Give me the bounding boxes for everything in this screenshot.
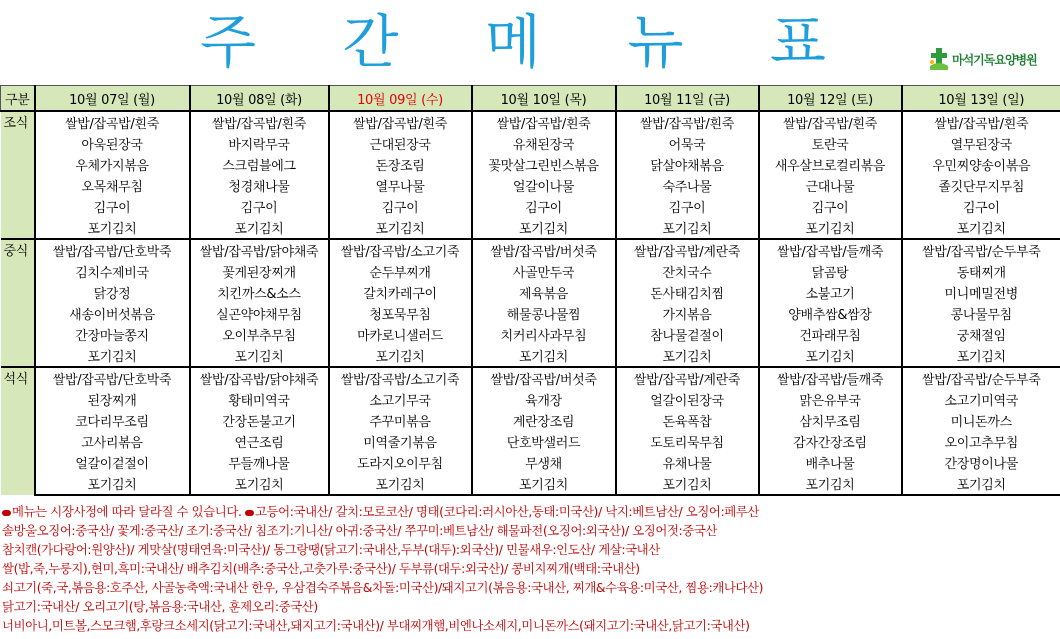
- menu-item: 계란장조림: [472, 410, 616, 431]
- menu-row: [1, 410, 1060, 431]
- menu-item: 간장명이나물: [902, 452, 1060, 473]
- menu-item: 토란국: [759, 133, 902, 154]
- note-text: 고등어:국내산/ 갈치:모로코산/ 명태(코다리:러시아산,동태:미국산)/ 낙지:베트남산/ 오징어:페루산: [255, 504, 759, 519]
- menu-item: 김구이: [759, 196, 902, 217]
- menu-item: 우민찌양송이볶음: [902, 154, 1060, 175]
- bullet-icon: [245, 510, 254, 516]
- menu-item: 포기김치: [329, 473, 472, 495]
- menu-item: 포기김치: [329, 345, 472, 367]
- menu-item: 미역줄기볶음: [329, 431, 472, 452]
- menu-item: 오목채무침: [35, 175, 190, 196]
- menu-item: 쌀밥/잡곡밥/순두부죽: [902, 239, 1060, 261]
- menu-item: 마카로니샐러드: [329, 324, 472, 345]
- menu-item: 사골만두국: [472, 261, 616, 282]
- menu-item: 코다리무조림: [35, 410, 190, 431]
- menu-item: 어묵국: [616, 133, 759, 154]
- page-title: 주 간 메 뉴 표: [200, 8, 860, 76]
- menu-item: 간장돈불고기: [190, 410, 329, 431]
- menu-row: [1, 452, 1060, 473]
- menu-row: [1, 175, 1060, 196]
- menu-item: 바지락무국: [190, 133, 329, 154]
- menu-item: 포기김치: [35, 345, 190, 367]
- menu-item: 도라지오이무침: [329, 452, 472, 473]
- menu-item: 건파래무침: [759, 324, 902, 345]
- menu-item: 갈치카레구이: [329, 282, 472, 303]
- menu-item: 삼치무조림: [759, 410, 902, 431]
- menu-item: 제육볶음: [472, 282, 616, 303]
- note-text: 메뉴는 시장사정에 따라 달라질 수 있습니다.: [12, 504, 242, 519]
- menu-item: 청경채나물: [190, 175, 329, 196]
- menu-item: 포기김치: [190, 217, 329, 239]
- menu-item: 새송이버섯볶음: [35, 303, 190, 324]
- menu-item: 쌀밥/잡곡밥/순두부죽: [902, 367, 1060, 389]
- hospital-logo: [928, 44, 1037, 74]
- menu-item: 쌀밥/잡곡밥/소고기죽: [329, 367, 472, 389]
- menu-item: 쌀밥/잡곡밥/계란죽: [616, 239, 759, 261]
- menu-item: 동태찌개: [902, 261, 1060, 282]
- menu-item: 닭곰탕: [759, 261, 902, 282]
- menu-item: 연근조림: [190, 431, 329, 452]
- menu-row: [1, 303, 1060, 324]
- menu-item: 근대된장국: [329, 133, 472, 154]
- section-header: 구분: [1, 86, 35, 112]
- menu-item: 포기김치: [329, 217, 472, 239]
- menu-item: 궁채절임: [902, 324, 1060, 345]
- menu-item: 숙주나물: [616, 175, 759, 196]
- meal-label: 조식: [1, 111, 35, 239]
- menu-item: 쌀밥/잡곡밥/흰죽: [472, 111, 616, 133]
- menu-item: 간장마늘쫑지: [35, 324, 190, 345]
- menu-item: 된장찌개: [35, 389, 190, 410]
- menu-item: 쌀밥/잡곡밥/단호박죽: [35, 367, 190, 389]
- day-header: 10월 10일 (목): [472, 86, 616, 112]
- menu-item: 육개장: [472, 389, 616, 410]
- menu-item: 포기김치: [902, 345, 1060, 367]
- menu-item: 쌀밥/잡곡밥/계란죽: [616, 367, 759, 389]
- header-row: [1, 86, 1060, 112]
- day-header: 10월 12일 (토): [759, 86, 902, 112]
- menu-item: 포기김치: [759, 345, 902, 367]
- day-header: 10월 13일 (일): [902, 86, 1060, 112]
- menu-item: 닭살야채볶음: [616, 154, 759, 175]
- menu-item: 해물콩나물찜: [472, 303, 616, 324]
- menu-item: 포기김치: [616, 217, 759, 239]
- hospital-cross-icon: [928, 46, 950, 72]
- menu-item: 닭강정: [35, 282, 190, 303]
- menu-row: [1, 133, 1060, 154]
- day-header: 10월 08일 (화): [190, 86, 329, 112]
- menu-item: 가지볶음: [616, 303, 759, 324]
- menu-item: 돈사태김치찜: [616, 282, 759, 303]
- menu-item: 열무된장국: [902, 133, 1060, 154]
- menu-item: 잔치국수: [616, 261, 759, 282]
- menu-item: 치킨까스&소스: [190, 282, 329, 303]
- menu-item: 주꾸미볶음: [329, 410, 472, 431]
- menu-item: 무생채: [472, 452, 616, 473]
- menu-item: 얼갈이겉절이: [35, 452, 190, 473]
- menu-item: 얼갈이나물: [472, 175, 616, 196]
- menu-item: 김치수제비국: [35, 261, 190, 282]
- day-header: 10월 07일 (월): [35, 86, 190, 112]
- menu-row: [1, 217, 1060, 239]
- bullet-icon: [2, 510, 11, 516]
- menu-item: 김구이: [329, 196, 472, 217]
- menu-item: 치커리사과무침: [472, 324, 616, 345]
- menu-item: 미니돈까스: [902, 410, 1060, 431]
- menu-item: 오이부추무침: [190, 324, 329, 345]
- menu-item: 쌀밥/잡곡밥/버섯죽: [472, 367, 616, 389]
- menu-item: 새우살브로컬리볶음: [759, 154, 902, 175]
- menu-item: 양배추쌈&쌈장: [759, 303, 902, 324]
- menu-item: 청포묵무침: [329, 303, 472, 324]
- menu-item: 포기김치: [902, 217, 1060, 239]
- menu-item: 돈육폭찹: [616, 410, 759, 431]
- menu-item: 참나물겉절이: [616, 324, 759, 345]
- meal-label: 석식: [1, 367, 35, 495]
- menu-item: 실곤약야채무침: [190, 303, 329, 324]
- menu-item: 꽃맛살그린빈스볶음: [472, 154, 616, 175]
- menu-item: 포기김치: [35, 217, 190, 239]
- menu-item: 오이고추무침: [902, 431, 1060, 452]
- menu-item: 포기김치: [472, 345, 616, 367]
- menu-row: [1, 261, 1060, 282]
- menu-item: 황태미역국: [190, 389, 329, 410]
- menu-item: 돈장조림: [329, 154, 472, 175]
- notes-section: [2, 502, 1058, 635]
- menu-item: 소불고기: [759, 282, 902, 303]
- menu-item: 쌀밥/잡곡밥/흰죽: [616, 111, 759, 133]
- note-line: 솔방울오징어:중국산/ 꽃게:중국산/ 조기:중국산/ 침조기:기니산/ 아귀:중국산/ 쭈꾸미:베트남산/ 해물파전(오징어:외국산)/ 오징어젓:중국산: [2, 523, 718, 538]
- menu-item: 쌀밥/잡곡밥/흰죽: [902, 111, 1060, 133]
- menu-row: [1, 282, 1060, 303]
- menu-item: 꽃게된장찌개: [190, 261, 329, 282]
- menu-item: 미니메밀전병: [902, 282, 1060, 303]
- menu-item: 근대나물: [759, 175, 902, 196]
- menu-item: 포기김치: [902, 473, 1060, 495]
- note-line: 너비아니,미트볼,스모크햄,후랑크소세지(닭고기:국내산,돼지고기:국내산)/ 부대찌개햄,비엔나소세지,미니돈까스(돼지고기:국내산,닭고기:국내산): [2, 618, 750, 633]
- note-line: 쌀(밥,죽,누룽지),현미,흑미:국내산/ 배추김치(배추:중국산,고춧가루:중국산)/ 두부류(대두:외국산)/ 콩비지찌개(백태:국내산): [2, 561, 640, 576]
- menu-item: 쌀밥/잡곡밥/버섯죽: [472, 239, 616, 261]
- note-line: [2, 502, 1058, 521]
- menu-item: 배추나물: [759, 452, 902, 473]
- menu-item: 김구이: [35, 196, 190, 217]
- menu-row: [1, 431, 1060, 452]
- menu-item: 쌀밥/잡곡밥/들깨죽: [759, 239, 902, 261]
- menu-item: 쌀밥/잡곡밥/소고기죽: [329, 239, 472, 261]
- note-line: 쇠고기(죽,국,볶음용:호주산, 사골농축액:국내산 한우, 우삼겹숙주볶음&차돌:미국산)/돼지고기(볶음용:국내산, 찌개&수육용:미국산, 찜용:캐나다산): [2, 580, 764, 595]
- menu-item: 포기김치: [616, 345, 759, 367]
- menu-item: 소고기미역국: [902, 389, 1060, 410]
- menu-item: 스크럼블에그: [190, 154, 329, 175]
- menu-row: [1, 473, 1060, 495]
- menu-row: [1, 367, 1060, 389]
- menu-item: 포기김치: [472, 217, 616, 239]
- menu-row: [1, 196, 1060, 217]
- menu-row: [1, 154, 1060, 175]
- menu-item: 포기김치: [616, 473, 759, 495]
- logo-text: 마석기독요양병원: [952, 52, 1037, 67]
- menu-item: 콩나물무침: [902, 303, 1060, 324]
- menu-row: [1, 111, 1060, 133]
- menu-item: 도토리묵무침: [616, 431, 759, 452]
- day-header: 10월 11일 (금): [616, 86, 759, 112]
- menu-item: 얼갈이된장국: [616, 389, 759, 410]
- menu-item: 쌀밥/잡곡밥/들깨죽: [759, 367, 902, 389]
- menu-item: 김구이: [472, 196, 616, 217]
- menu-row: [1, 345, 1060, 367]
- menu-item: 순두부찌개: [329, 261, 472, 282]
- note-line: 참치캔(가다랑어:원양산)/ 게맛살(명태연육:미국산)/ 동그랑땡(닭고기:국내산,두부(대두):외국산)/ 민물새우:인도산/ 게살:국내산: [2, 542, 660, 557]
- menu-item: 무들깨나물: [190, 452, 329, 473]
- menu-item: 아욱된장국: [35, 133, 190, 154]
- menu-item: 우체가지볶음: [35, 154, 190, 175]
- menu-row: [1, 389, 1060, 410]
- menu-item: 포기김치: [759, 473, 902, 495]
- menu-item: 김구이: [616, 196, 759, 217]
- menu-item: 쌀밥/잡곡밥/흰죽: [190, 111, 329, 133]
- menu-item: 유채된장국: [472, 133, 616, 154]
- menu-item: 쌀밥/잡곡밥/닭야채죽: [190, 239, 329, 261]
- weekly-menu-table: [0, 85, 1060, 496]
- menu-item: 유채나물: [616, 452, 759, 473]
- note-line: 닭고기:국내산/ 오리고기(탕,볶음용:국내산, 훈제오리:중국산): [2, 599, 318, 614]
- menu-item: 열무나물: [329, 175, 472, 196]
- menu-item: 쌀밥/잡곡밥/닭야채죽: [190, 367, 329, 389]
- menu-item: 고사리볶음: [35, 431, 190, 452]
- meal-label: 중식: [1, 239, 35, 367]
- menu-item: 쌀밥/잡곡밥/단호박죽: [35, 239, 190, 261]
- menu-item: 김구이: [190, 196, 329, 217]
- day-header-highlighted: 10월 09일 (수): [329, 86, 472, 112]
- menu-item: 단호박샐러드: [472, 431, 616, 452]
- menu-item: 감자간장조림: [759, 431, 902, 452]
- menu-item: 졸깃단무지무침: [902, 175, 1060, 196]
- menu-row: [1, 239, 1060, 261]
- menu-item: 맑은유부국: [759, 389, 902, 410]
- menu-item: 쌀밥/잡곡밥/흰죽: [329, 111, 472, 133]
- menu-item: 포기김치: [472, 473, 616, 495]
- menu-item: 포기김치: [190, 345, 329, 367]
- menu-item: 소고기무국: [329, 389, 472, 410]
- menu-item: 포기김치: [190, 473, 329, 495]
- menu-row: [1, 324, 1060, 345]
- menu-item: 쌀밥/잡곡밥/흰죽: [759, 111, 902, 133]
- menu-item: 쌀밥/잡곡밥/흰죽: [35, 111, 190, 133]
- menu-item: 포기김치: [35, 473, 190, 495]
- menu-item: 포기김치: [759, 217, 902, 239]
- menu-item: 김구이: [902, 196, 1060, 217]
